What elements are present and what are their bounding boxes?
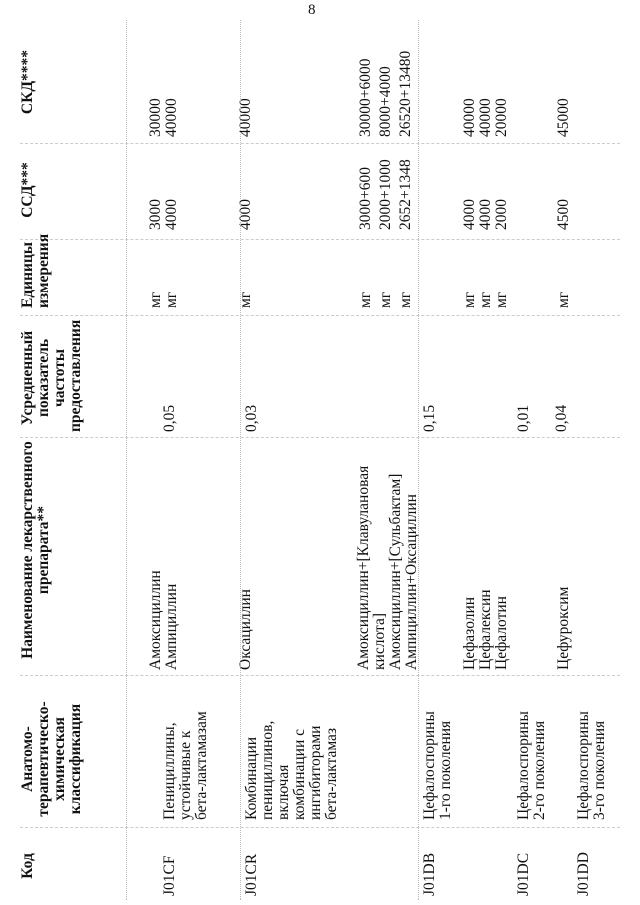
row-code: J01DC — [515, 852, 532, 896]
row-units: мг мг мг — [461, 291, 510, 308]
row-divider — [240, 20, 241, 900]
row-skd: 30000 40000 — [147, 98, 180, 137]
row-ssd: 4000 — [237, 199, 254, 230]
row-skd: 30000+6000 8000+4000 26520+13480 — [357, 50, 414, 137]
row-frequency: 0,04 — [553, 404, 570, 432]
header-atc: Анатомо-терапевтическо-химическая классификация — [19, 701, 84, 817]
row-drugs: Цефазолин Цефалексин Цефалотин — [461, 589, 510, 670]
row-frequency: 0,15 — [421, 404, 438, 432]
row-atc: Пенициллины, устойчивые к бета-лактамазам — [161, 711, 210, 820]
page-number: 8 — [308, 2, 316, 18]
row-skd: 45000 — [555, 98, 572, 137]
row-drugs: Амоксициллин+[Клавулановая кислота] Амоксициллин+[Сульбактам] Ампициллин+Оксациллин — [355, 465, 420, 670]
row-code: J01CF — [161, 855, 178, 896]
row-drugs: Цефуроксим — [555, 586, 572, 670]
table-header — [20, 20, 130, 900]
row-units: мг мг мг — [357, 291, 414, 308]
row-skd: 40000 — [237, 98, 254, 137]
row-drugs: Оксациллин — [237, 589, 254, 670]
row-ssd: 3000+600 2000+1000 2652+1348 — [357, 159, 414, 230]
row-atc: Комбинации пенициллинов, включая комбинации с ингибиторами бета-лактамаз — [243, 720, 340, 820]
table-row — [243, 20, 420, 900]
row-units: мг — [555, 291, 572, 308]
row-ssd: 3000 4000 — [147, 199, 180, 230]
row-frequency: 0,01 — [515, 404, 532, 432]
header-unit: Единицы измерения — [19, 233, 52, 308]
row-code: J01DB — [421, 852, 438, 896]
row-ssd: 4500 — [555, 199, 572, 230]
header-frequency: Усредненный показатель частоты предоставления — [19, 319, 84, 432]
row-code: J01CR — [243, 853, 260, 896]
row-frequency: 0,03 — [243, 404, 260, 432]
row-atc: Цефалоспорины 1-го поколения — [421, 711, 454, 820]
row-atc: Цефалоспорины 3-го поколения — [575, 711, 608, 820]
header-skd: СКД**** — [19, 49, 36, 115]
rotated-table — [20, 20, 620, 900]
row-atc: Цефалоспорины 2-го поколения — [515, 711, 548, 820]
row-divider — [418, 20, 419, 900]
row-units: мг мг — [147, 291, 180, 308]
header-code: Код — [19, 853, 36, 879]
header-ssd: ССД*** — [19, 162, 36, 218]
row-frequency: 0,05 — [161, 404, 178, 432]
row-units: мг — [237, 291, 254, 308]
row-skd: 40000 40000 20000 — [461, 98, 510, 137]
row-drugs: Амоксициллин Ампициллин — [147, 570, 180, 670]
header-drug: Наименование лекарственного препарата** — [19, 441, 52, 659]
row-divider — [126, 20, 127, 900]
row-ssd: 4000 4000 2000 — [461, 199, 510, 230]
row-code: J01DD — [575, 852, 592, 896]
